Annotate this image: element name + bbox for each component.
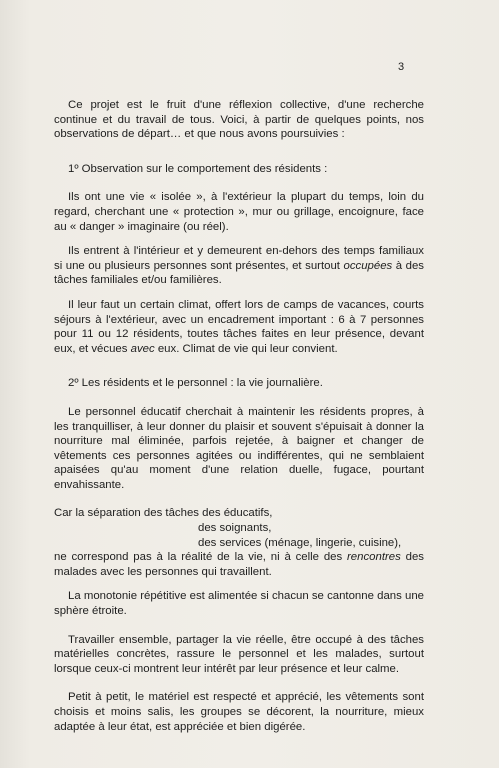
section-1-heading: 1º Observation sur le comportement des résidents :	[68, 162, 328, 175]
emphasis: rencontres	[347, 551, 401, 564]
text-run: Ils ont une vie « isolée », à l'extérieur la plupart du temps, loin du regard, cherchant une « protection », mur ou grillage, encoignure, face au « danger » imaginaire (ou réel).	[54, 191, 424, 233]
section-2-paragraph-1: Le personnel éducatif cherchait à maintenir les résidents propres, à les tranquilliser, à leur donner du plaisir et souvent s'épuisait à donner la nourriture mal éliminée, parfois rejetée, à baigner et changer de vêtements ces personnes agitées ou indifférentes, qui ne semblaient apaisées qu'au moment d'une relation duelle, fugace, pourtant envahissante.	[54, 405, 424, 491]
separation-line-3: des services (ménage, lingerie, cuisine),	[198, 536, 402, 549]
text-run: des malades avec les personnes qui travaillent.	[54, 551, 425, 578]
text-run: eux. Climat de vie qui leur convient.	[154, 342, 338, 355]
task-separation-block	[54, 506, 424, 579]
page-number: 3	[398, 61, 405, 73]
text-run: Il leur faut un certain climat, offert lors de camps de vacances, courts séjours à l'extérieur, avec un encadrement important : 6 à 7 personnes pour 11 ou 12 résidents, toutes tâches faites en leur présence, devant eux, et vécues	[54, 298, 424, 355]
emphasis: avec	[130, 342, 155, 355]
emphasis: occupées	[343, 259, 393, 272]
section-2-heading: 2º Les résidents et le personnel : la vie journalière.	[68, 377, 323, 390]
intro-paragraph: Ce projet est le fruit d'une réflexion collective, d'une recherche continue et du travail de tous. Voici, à partir de quelques points, nos observations de départ… et que nous avons poursuivies :	[54, 99, 424, 141]
section-1-paragraph-2	[54, 244, 424, 288]
text-run: ne correspond pas à la réalité de la vie, ni à celle des	[54, 551, 347, 564]
page-content	[54, 98, 424, 734]
text-run: Ils entrent à l'intérieur et y demeurent en-dehors des temps familiaux si une ou plusieurs personnes sont présentes, et surtout	[54, 245, 424, 272]
section-2-paragraph-2: La monotonie répétitive est alimentée si chacun se cantonne dans une sphère étroite.	[54, 590, 424, 618]
separation-line-2: des soignants,	[198, 522, 272, 535]
separation-conclusion	[54, 550, 424, 579]
section-1-paragraph-1	[54, 190, 424, 234]
section-2-paragraph-4: Petit à petit, le matériel est respecté et apprécié, les vêtements sont choisis et moins salis, les groupes se décorent, la nourriture, mieux adaptée à leur état, est appréciée et bien digérée.	[54, 691, 424, 733]
separation-line-1: Car la séparation des tâches des éducatifs,	[54, 507, 273, 520]
text-run: à des tâches familiales et/ou familières.	[54, 259, 425, 287]
section-1-paragraph-3	[54, 298, 424, 356]
section-2-paragraph-3: Travailler ensemble, partager la vie réelle, être occupé à des tâches matérielles concrètes, rassure le personnel et les malades, surtout lorsque ceux-ci montrent leur intérêt par leur présence et leur calme.	[54, 633, 424, 675]
